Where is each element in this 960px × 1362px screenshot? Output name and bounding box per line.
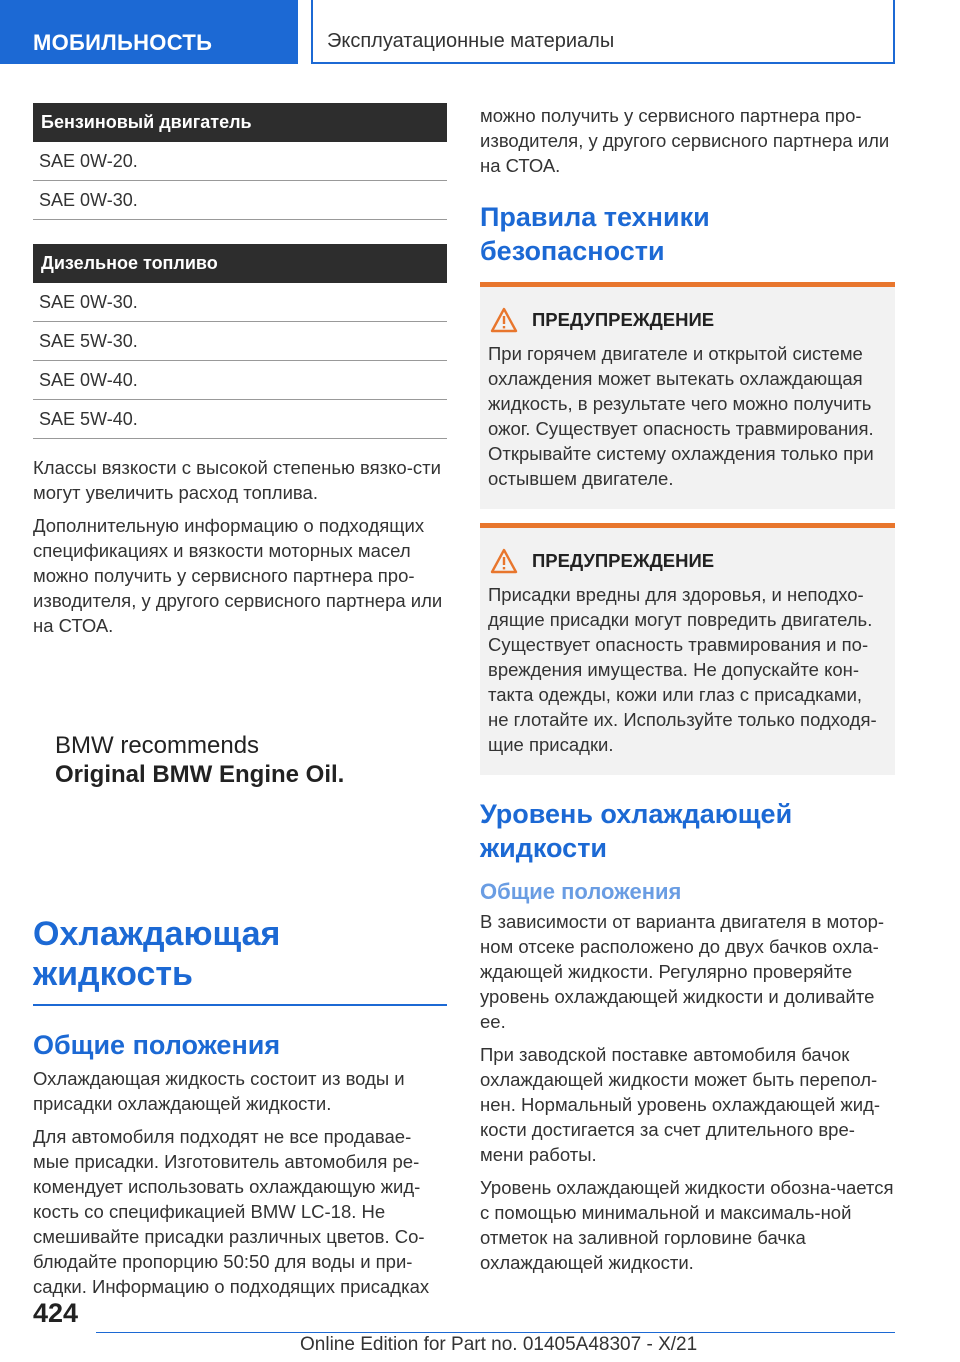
- petrol-table: [33, 103, 447, 220]
- warning-label: ПРЕДУПРЕЖДЕНИЕ: [532, 550, 715, 571]
- warning-triangle-icon: [490, 307, 518, 333]
- warning-text: При горячем двигателе и открытой системе охлаждения может вытекать охлаждающая жидкость, в результате чего можно получить ожог. Существует опасность травмирования. Открывайте систему охлаждения только при остывшем двигателе.: [488, 343, 874, 489]
- safety-title: Правила техники безопасности: [480, 202, 710, 266]
- warning-header: [488, 548, 887, 574]
- coolant-title: Охлаждающая жидкость: [33, 915, 281, 993]
- table-row: SAE 5W-30.: [33, 322, 447, 361]
- warning-triangle-icon: [490, 548, 518, 574]
- logo-line-1: BMW recommends: [55, 732, 260, 759]
- section-tab[interactable]: МОБИЛЬНОСТЬ: [0, 0, 298, 64]
- page-number: 424: [33, 1298, 79, 1328]
- chapter-title: Эксплуатационные материалы: [311, 0, 895, 64]
- table-row: SAE 5W-40.: [33, 400, 447, 439]
- warning-label: ПРЕДУПРЕЖДЕНИЕ: [532, 309, 715, 330]
- footer-edition[interactable]: Online Edition for Part no. 01405A48307 - X/21: [300, 1334, 698, 1355]
- level-general-heading: Общие положения: [480, 879, 682, 904]
- petrol-table-header: Бензиновый двигатель: [33, 103, 447, 142]
- table-row: SAE 0W-30.: [33, 181, 447, 220]
- warning-header: [488, 307, 887, 333]
- right-column: [480, 103, 895, 1283]
- warning-box: [480, 523, 895, 775]
- level-para: При заводской поставке автомобиля бачок охлаждающей жидкости может быть перепол-нен. Нормальный уровень охлаждающей жид-кости достигается за счет длительного вре-мени работы.: [480, 1044, 881, 1165]
- table-row: SAE 0W-20.: [33, 142, 447, 181]
- coolant-para: Охлаждающая жидкость состоит из воды и присадки охлаждающей жидкости.: [33, 1068, 405, 1114]
- diesel-table-header: Дизельное топливо: [33, 244, 447, 283]
- coolant-general-heading: Общие положения: [33, 1030, 281, 1060]
- coolant-level-title: Уровень охлаждающей жидкости: [480, 799, 793, 863]
- level-para: В зависимости от варианта двигателя в мотор-ном отсеке расположено до двух бачков охла-ждающей жидкости. Регулярно проверяйте уровень охлаждающей жидкости и доливайте ее.: [480, 911, 885, 1032]
- logo-line-2: Original BMW Engine Oil.: [55, 761, 345, 788]
- table-row: SAE 0W-30.: [33, 283, 447, 322]
- diesel-table: [33, 244, 447, 439]
- continued-para: можно получить у сервисного партнера про-изводителя, у другого сервисного партнера или на СТОА.: [480, 105, 890, 176]
- warning-text: Присадки вредны для здоровья, и неподхо-дящие присадки могут повредить двигатель. Существует опасность травмирования и по-вреждения имущества. Не допускайте кон-такта одежды, кожи или глаз с присадками, не глотайте их. Используйте только подходя-щие присадки.: [488, 584, 877, 755]
- left-column: [33, 103, 447, 1307]
- spec-info-note: Дополнительную информацию о подходящих спецификациях и вязкости моторных масел можно получить у сервисного партнера про-изводителя, у другого сервисного партнера или на СТОА.: [33, 515, 443, 636]
- level-para: Уровень охлаждающей жидкости обозна-чается с помощью минимальной и максималь-ной отметок на заливной горловине бачка охлаждающей жидкости.: [480, 1177, 894, 1273]
- bmw-oil-logo: [33, 732, 447, 790]
- table-row: SAE 0W-40.: [33, 361, 447, 400]
- viscosity-note: Классы вязкости с высокой степенью вязко-сти могут увеличить расход топлива.: [33, 457, 441, 503]
- footer-divider: [96, 1332, 895, 1333]
- warning-box: [480, 282, 895, 509]
- coolant-para: Для автомобиля подходят не все продавае-мые присадки. Изготовитель автомобиля ре-комендует использовать охлаждающую жид-кость со спецификацией BMW LC-18. Не смешивайте присадки различных цветов. Со-блюдайте пропорцию 50:50 для воды и при-садки. Информацию о подходящих присадках: [33, 1126, 430, 1297]
